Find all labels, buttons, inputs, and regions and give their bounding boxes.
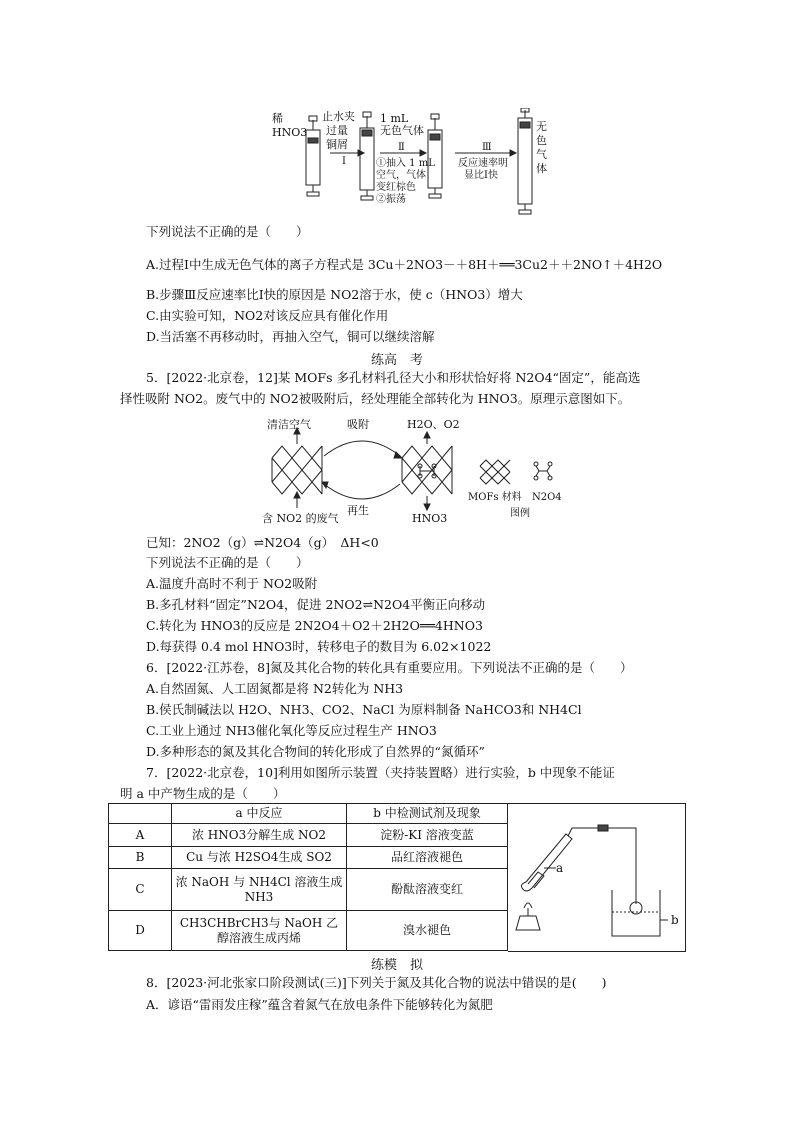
apparatus-frame <box>508 803 686 952</box>
label-clean-air: 清洁空气 <box>267 418 311 431</box>
syringe-experiment-figure <box>270 108 560 216</box>
header-b-detection: b 中检测试剂及现象 <box>347 804 508 824</box>
row-b-cell: 淀粉-KI 溶液变蓝 <box>347 824 508 847</box>
q7-table <box>108 803 508 951</box>
row-b-cell: 酚酞溶液变红 <box>347 869 508 911</box>
step2-line4: ②振荡 <box>376 194 406 205</box>
label-hno3-product: HNO3 <box>412 512 448 525</box>
q5-option-b: B.多孔材料“固定”N2O4，促进 2NO2⇌N2O4平衡正向移动 <box>146 597 486 612</box>
step3-line1: 反应速率明 <box>458 158 508 169</box>
q5-stem-line2: 择性吸附 NO2。废气中的 NO2被吸附后，经处理能全部转化为 HNO3。原理示意图如下。 <box>120 391 631 406</box>
q5-option-d: D.每获得 0.4 mol HNO3时，转移电子的数目为 6.02×1022 <box>146 639 492 654</box>
label-colorless-gas: 无色气体 <box>380 124 424 137</box>
table-row <box>109 824 508 847</box>
label-dilute: 稀 <box>272 112 283 125</box>
q4-option-a: A.过程Ⅰ中生成无色气体的离子方程式是 3Cu＋2NO3－＋8H＋══3Cu2＋＋2NO↑＋4H2O <box>146 257 663 272</box>
label-hno3: HNO3 <box>272 126 308 139</box>
q5-stem-line3: 下列说法不正确的是（ ） <box>146 555 309 570</box>
label-h2o-o2: H2O、O2 <box>407 418 460 431</box>
label-1ml: 1 mL <box>380 112 409 125</box>
legend-n2o4: N2O4 <box>532 492 562 503</box>
label-excess: 过量 <box>326 124 348 137</box>
label-regenerate: 再生 <box>347 504 369 517</box>
row-a-cell: 浓 NaOH 与 NH4Cl 溶液生成 NH3 <box>172 869 347 911</box>
q4-option-c: C.由实验可知，NO2对该反应具有催化作用 <box>146 308 389 323</box>
row-b-cell: 品红溶液褪色 <box>347 847 508 869</box>
final-gas-char4: 体 <box>536 162 547 175</box>
q6-option-b: B.侯氏制碱法以 H2O、NH3、CO2、NaCl 为原料制备 NaHCO3和 NH4Cl <box>146 702 582 717</box>
q6-option-c: C.工业上通过 NH3催化氧化等反应过程生产 HNO3 <box>146 723 437 738</box>
q4-option-b: B.步骤Ⅲ反应速率比Ⅰ快的原因是 NO2溶于水，使 c（HNO3）增大 <box>146 287 523 302</box>
row-a-cell: Cu 与浓 H2SO4生成 SO2 <box>172 847 347 869</box>
q4-option-d: D.当活塞不再移动时，再抽入空气，铜可以继续溶解 <box>146 329 435 344</box>
row-b-cell: 溴水褪色 <box>347 911 508 951</box>
final-gas-char2: 色 <box>536 134 547 147</box>
row-a-cell: 浓 HNO3分解生成 NO2 <box>172 824 347 847</box>
label-clip: 止水夹 <box>322 110 355 123</box>
q8-option-a: A．谚语“雷雨发庄稼”蕴含着氮气在放电条件下能够转化为氮肥 <box>146 997 493 1012</box>
row-a-cell: CH3CHBrCH3与 NaOH 乙醇溶液生成丙烯 <box>172 911 347 951</box>
step2-line1: ①抽入 1 mL <box>376 158 435 169</box>
q7-stem-line2: 明 a 中产物生成的是（ ） <box>120 786 286 801</box>
label-b: b <box>671 913 679 927</box>
q6-stem: 6．[2022·江苏卷，8]氮及其化合物的转化具有重要应用。下列说法不正确的是（ ） <box>146 660 633 675</box>
label-adsorb: 吸附 <box>347 418 369 431</box>
section-heading-exam: 练高 考 <box>370 353 423 368</box>
label-waste-gas: 含 NO2 的废气 <box>262 512 339 525</box>
label-step3: Ⅲ <box>482 142 492 153</box>
section-heading-mock: 练模 拟 <box>370 958 423 973</box>
apparatus-figure <box>508 804 684 951</box>
table-row <box>109 869 508 911</box>
step2-line2: 空气，气体 <box>376 170 426 181</box>
step3-line2: 显比Ⅰ快 <box>464 170 498 181</box>
q8-stem: 8．[2023·河北张家口阶段测试(三)]下列关于氮及其化合物的说法中错误的是( ) <box>146 975 607 990</box>
table-row <box>109 911 508 951</box>
table-row <box>109 847 508 869</box>
q6-option-a: A.自然固氮、人工固氮都是将 N2转化为 NH3 <box>146 681 404 696</box>
row-option: B <box>109 847 172 869</box>
q5-known: 已知：2NO2（g）⇌N2O4（g） ΔH<0 <box>146 535 379 550</box>
legend-mofs: MOFs 材料 <box>468 492 522 503</box>
final-gas-char1: 无 <box>536 120 547 133</box>
step2-line3: 变红棕色 <box>376 182 416 193</box>
q5-stem-line1: 5．[2022·北京卷，12]某 MOFs 多孔材料孔径大小和形状恰好将 N2O4“固定”，能高选 <box>146 370 641 385</box>
label-a: a <box>556 861 564 875</box>
mofs-diagram <box>262 416 572 528</box>
label-step1: Ⅰ <box>342 156 346 167</box>
label-copper: 铜屑 <box>326 138 348 151</box>
q5-option-a: A.温度升高时不利于 NO2吸附 <box>146 576 318 591</box>
final-gas-char3: 气 <box>536 148 547 161</box>
row-option: D <box>109 911 172 951</box>
row-option: A <box>109 824 172 847</box>
header-a-reaction: a 中反应 <box>172 804 347 824</box>
q5-option-c: C.转化为 HNO3的反应是 2N2O4＋O2＋2H2O══4HNO3 <box>146 618 483 633</box>
label-step2: Ⅱ <box>398 142 405 153</box>
q7-stem-line1: 7．[2022·北京卷，10]利用如图所示装置（夹持装置略）进行实验，b 中现象不能证 <box>146 765 615 780</box>
legend-title: 图例 <box>510 508 530 519</box>
q4-stem: 下列说法不正确的是（ ） <box>146 224 309 239</box>
row-option: C <box>109 869 172 911</box>
q6-option-d: D.多种形态的氮及其化合物间的转化形成了自然界的“氮循环” <box>146 744 485 759</box>
